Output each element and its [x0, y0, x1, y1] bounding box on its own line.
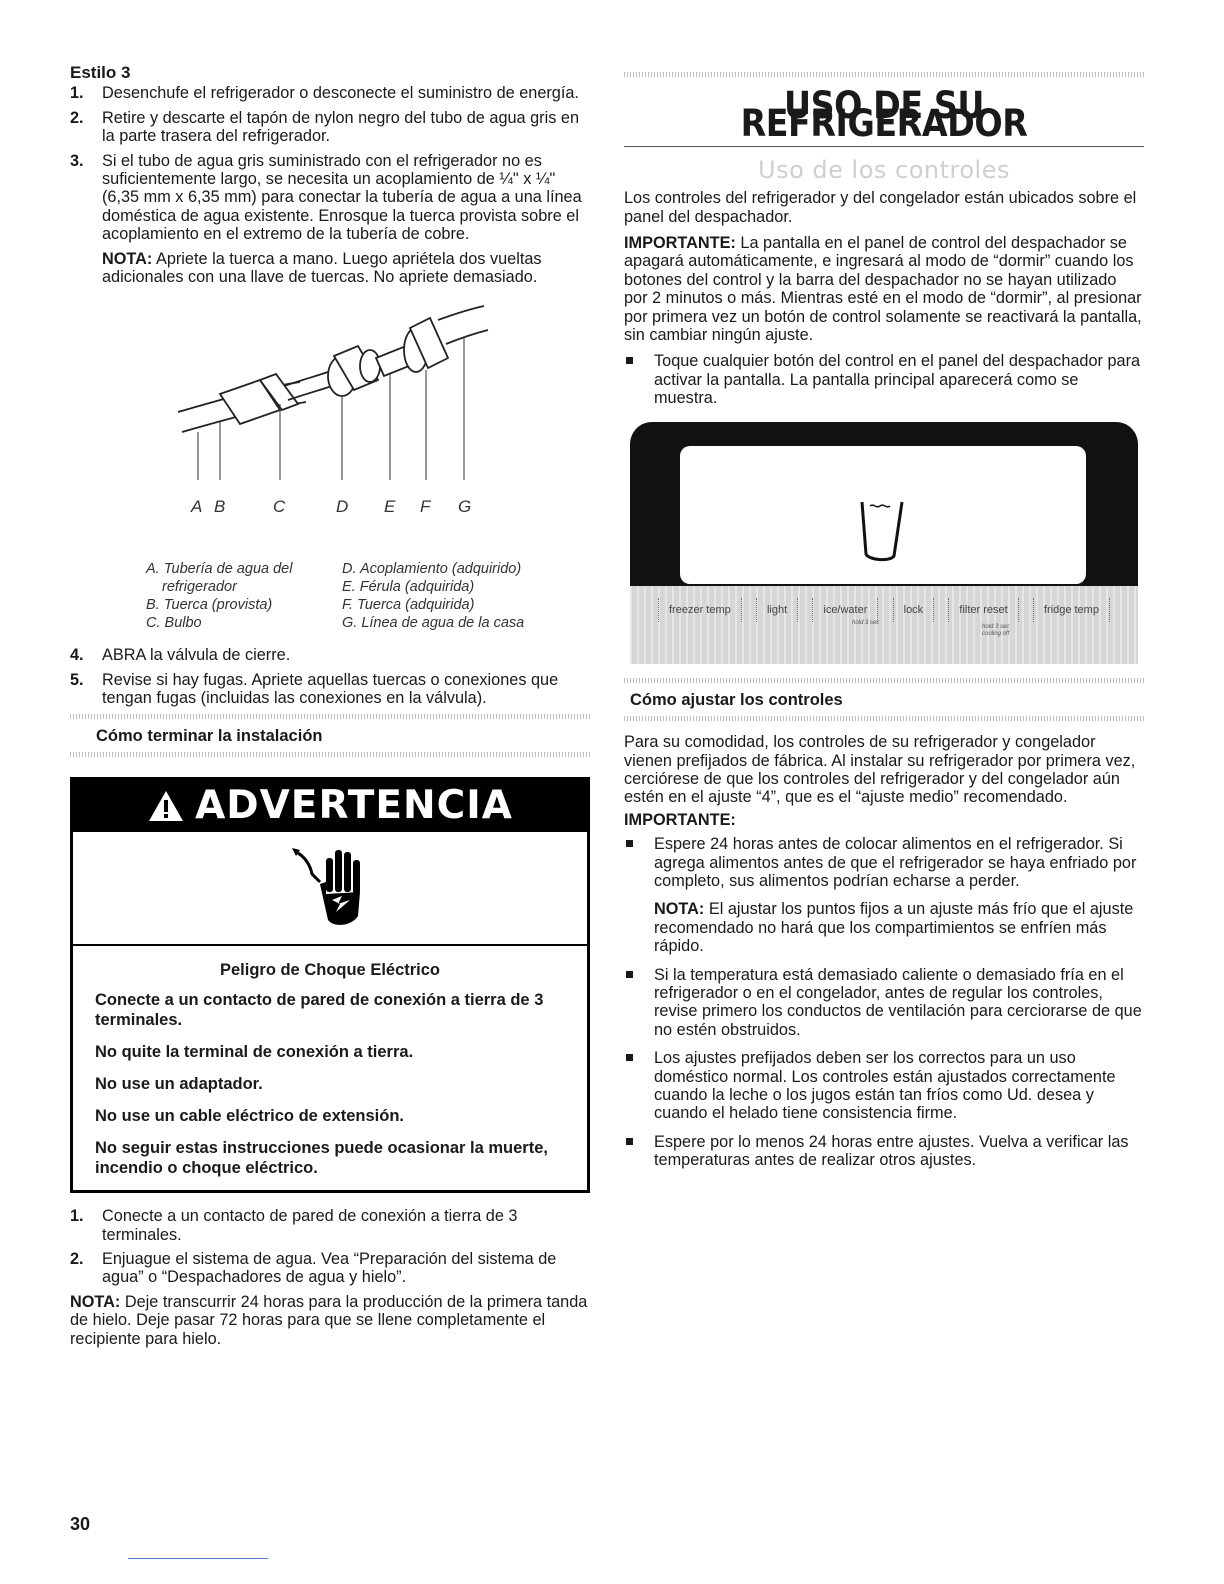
note-colder [654, 900, 1144, 955]
step-text: Desenchufe el refrigerador o desconecte el suministro de energía. [102, 84, 579, 103]
footer-line [128, 1558, 268, 1559]
step-number: 2. [70, 108, 84, 127]
divider [624, 716, 1144, 721]
note-text: El ajustar los puntos fijos a un ajuste más frío que el ajuste recomendado no hará que los compartimientos se enfríen más rápido. [654, 900, 1134, 956]
step-text: Enjuague el sistema de agua. Vea “Preparación del sistema de agua” o “Despachadores de agua y hielo”. [102, 1249, 557, 1287]
legend-column-left [146, 560, 292, 632]
step-number: 1. [70, 1207, 84, 1226]
dispenser-control-panel [630, 422, 1138, 664]
note-label: NOTA: [70, 1292, 121, 1311]
list-item: Toque cualquier botón del control en el panel del despachador para activar la pantalla. La pantalla principal aparecerá como se muestra. [624, 352, 1144, 407]
note-nut [70, 250, 590, 287]
note-label: NOTA: [102, 249, 153, 268]
lock-hold-label: hold 3 sec [852, 619, 880, 626]
step-text: ABRA la válvula de cierre. [102, 646, 291, 665]
list-item [70, 109, 590, 146]
list-item [70, 671, 590, 708]
legend-item: F. Tuerca (adquirida) [342, 597, 475, 614]
right-column [624, 64, 1144, 1180]
diagram-letter: G [458, 497, 472, 517]
warning-line: No use un adaptador. [95, 1075, 263, 1094]
hold-label: hold 3 sec [982, 623, 1010, 630]
bullet-text: Espere 24 horas antes de colocar alimentos en el refrigerador. Si agrega alimentos antes de que el refrigerador se haya enfriado por completo, sus alimentos podrían echarse a perder. [654, 835, 1137, 890]
finish-install-heading: Cómo terminar la instalación [96, 726, 323, 745]
legend-item: refrigerador [162, 579, 237, 596]
diagram-letter: D [336, 497, 349, 517]
warning-line: Conecte a un contacto de pared de conexión a tierra de 3 terminales. [95, 991, 544, 1030]
list-item [624, 835, 1144, 955]
touch-bullet-list [624, 352, 1144, 407]
left-column [70, 64, 590, 1348]
divider [70, 752, 590, 757]
list-item [70, 152, 590, 244]
style-heading: Estilo 3 [70, 63, 131, 82]
warning-line: No seguir estas instrucciones puede ocasionar la muerte, incendio o choque eléctrico. [95, 1139, 548, 1178]
step-text: Conecte a un contacto de pared de conexión a tierra de 3 terminales. [102, 1207, 518, 1244]
diagram-letter: B [214, 497, 226, 517]
title-rule [624, 146, 1144, 147]
adjust-bullet-list [624, 835, 1144, 1170]
warning-line: No quite la terminal de conexión a tierra. [95, 1043, 414, 1062]
step-number: 1. [70, 84, 84, 103]
important-label: IMPORTANTE: [624, 234, 736, 253]
step-number: 2. [70, 1249, 84, 1268]
shock-hazard-symbol [73, 832, 587, 946]
note-text: Deje transcurrir 24 horas para la producción de la primera tanda de hielo. Deje pasar 72 horas para que se llene completamente el recipiente para hielo. [70, 1292, 588, 1348]
step-number: 5. [70, 670, 84, 689]
important-note [624, 234, 1144, 344]
cooling-off-label [982, 624, 1009, 638]
legend-item: C. Bulbo [146, 615, 202, 632]
legend-item: E. Férula (adquirida) [342, 579, 475, 596]
legend-item: B. Tuerca (provista) [146, 597, 273, 614]
control-button-strip [630, 586, 1138, 664]
cup-icon [680, 446, 1086, 584]
diagram-letters [70, 498, 590, 520]
diagram-letter: C [273, 497, 286, 517]
note-text: Apriete la tuerca a mano. Luego apriétela dos vueltas adicionales con una llave de tuercas. No apriete demasiado. [102, 249, 542, 287]
warning-line: No use un cable eléctrico de extensión. [95, 1107, 405, 1126]
step-text: Revise si hay fugas. Apriete aquellas tuercas o conexiones que tengan fugas (incluidas las conexiones en la válvula). [102, 670, 559, 708]
important-text: La pantalla en el panel de control del despachador se apagará automáticamente, e ingresará al modo de “dormir” cuando los botones del control y la barra del despachador no se hayan utilizado por 2 minutos o más. Mientras esté en el modo de “dormir”, al presionar por primera vez un botón de control solamente se reactivará la pantalla, sin cambiar ningún ajuste. [624, 234, 1142, 345]
electric-shock-hand-icon [290, 842, 370, 934]
warning-title: ADVERTENCIA [195, 782, 513, 828]
intro-text: Los controles del refrigerador y del congelador están ubicados sobre el panel del despachador. [624, 189, 1137, 226]
hazard-title: Peligro de Choque Eléctrico [219, 961, 441, 980]
step-number: 4. [70, 646, 84, 665]
legend-column-right [342, 560, 524, 632]
diagram-legend [70, 560, 590, 646]
list-item: Espere por lo menos 24 horas entre ajustes. Vuelva a verificar las temperaturas antes de realizar otros ajustes. [624, 1133, 1144, 1170]
note-ice [70, 1293, 590, 1348]
list-item [70, 646, 590, 664]
page-number: 30 [70, 1514, 91, 1534]
list-item [70, 1250, 590, 1287]
fridge-temp-button[interactable]: fridge temp [1033, 598, 1110, 622]
adjust-intro: Para su comodidad, los controles de su refrigerador y congelador vienen prefijados de fábrica. Al instalar su refrigerador por primera vez, cerciórese de que los controles del refrigerador y del congelador aún estén en el ajuste “4”, que es el “ajuste medio” recomendado. [624, 733, 1136, 807]
diagram-letter: A [191, 497, 203, 517]
note-label: NOTA: [654, 900, 705, 919]
important-label-2: IMPORTANTE: [624, 810, 736, 829]
legend-item: D. Acoplamiento (adquirido) [342, 561, 522, 578]
steps-list-a [70, 84, 590, 243]
diagram-letter: E [384, 497, 396, 517]
display-screen [680, 446, 1086, 584]
fitting-diagram [70, 292, 590, 560]
warning-box [70, 777, 590, 1193]
cooling-off-text: cooling off [982, 630, 1010, 637]
page-title: USO DE SU REFRIGERADOR [740, 84, 1028, 146]
steps-list-c [70, 1207, 590, 1287]
warning-body [73, 946, 587, 1190]
ice-water-button[interactable]: ice/water [812, 598, 878, 622]
warning-triangle-icon [147, 789, 185, 823]
light-button[interactable]: light [756, 598, 798, 622]
step-number: 3. [70, 151, 84, 170]
legend-item: A. Tubería de agua del [146, 561, 293, 578]
step-text: Si el tubo de agua gris suministrado con el refrigerador no es suficientemente largo, se necesita un acoplamiento de ¼" x ¼" (6,35 mm x 6,35 mm) para conectar la tubería de agua a una línea doméstica de agua existente. Enrosque la tuerca provista sobre el acoplamiento en el extremo de la tubería de cobre. [102, 151, 582, 244]
section-title: Uso de los controles [758, 155, 1010, 184]
list-item: Si la temperatura está demasiado caliente o demasiado fría en el refrigerador o en el congelador, antes de regular los controles, revise primero los conductos de ventilación para cerciorarse de que no estén obstruidos. [624, 966, 1144, 1040]
adjust-controls-heading: Cómo ajustar los controles [630, 690, 843, 709]
freezer-temp-button[interactable]: freezer temp [658, 598, 742, 622]
diagram-letter: F [420, 497, 431, 517]
list-item [70, 1207, 590, 1244]
steps-list-b [70, 646, 590, 707]
filter-reset-button[interactable]: filter reset [948, 598, 1018, 622]
step-text: Retire y descarte el tapón de nylon negro del tubo de agua gris en la parte trasera del refrigerador. [102, 108, 579, 146]
panel-buttons [658, 598, 1110, 622]
list-item [70, 84, 590, 102]
list-item: Los ajustes prefijados deben ser los correctos para un uso doméstico normal. Los controles están ajustados correctamente cuando la leche o los jugos están tan fríos como Ud. desea y cuando el helado tiene consistencia firme. [624, 1049, 1144, 1123]
lock-button[interactable]: lock [893, 598, 935, 622]
warning-header [73, 780, 587, 832]
legend-item: G. Línea de agua de la casa [342, 615, 525, 632]
